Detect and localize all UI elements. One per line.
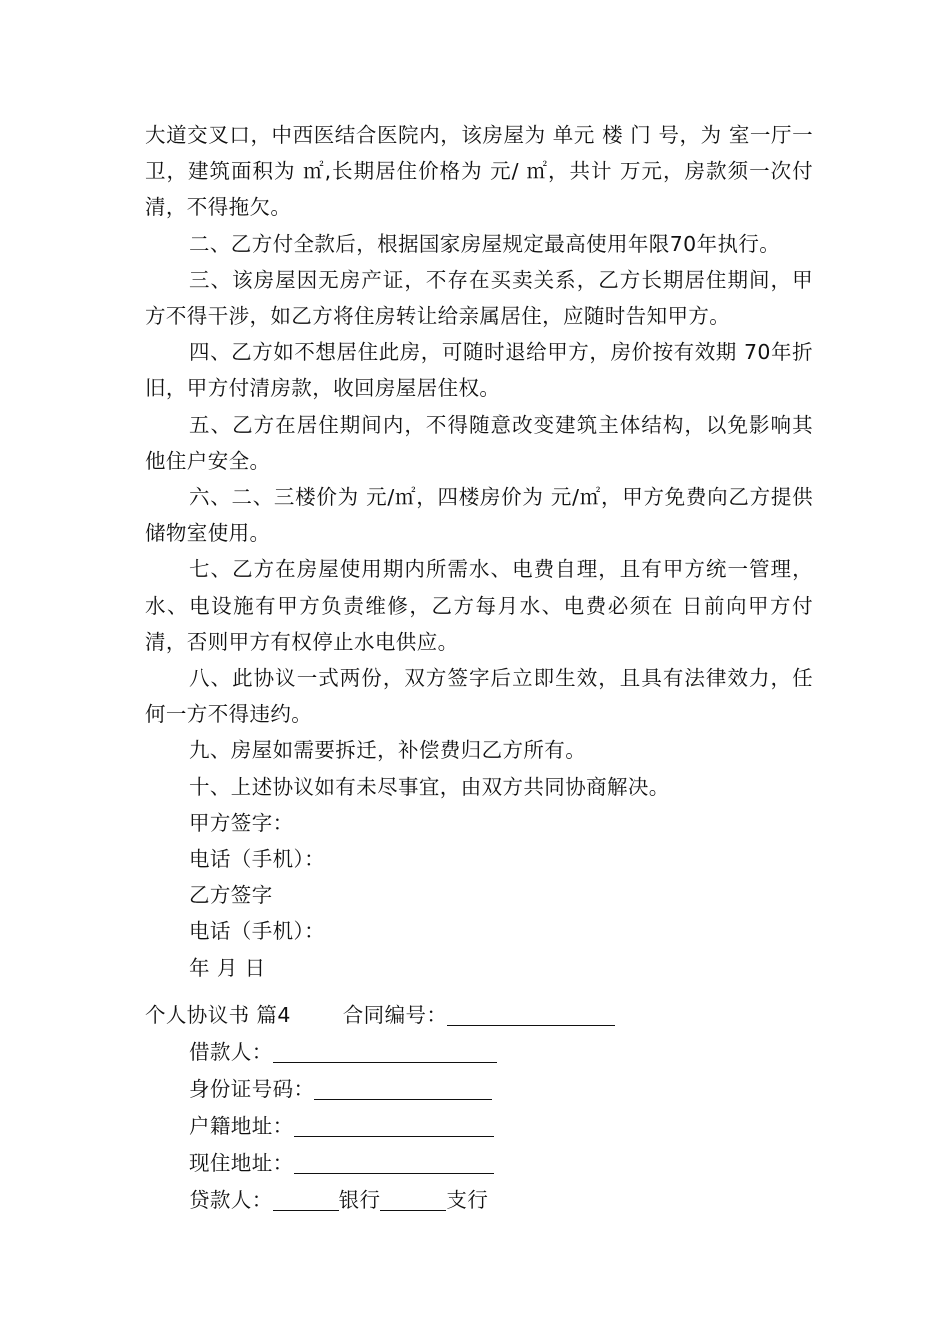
bank-label: 银行: [338, 1188, 381, 1212]
contract-no-blank: [447, 1003, 615, 1026]
lender-label: 贷款人：: [189, 1188, 273, 1212]
branch-label: 支行: [446, 1188, 489, 1212]
party-a-signature: 甲方签字：: [189, 810, 294, 835]
clause-4: 四、乙方如不想居住此房，可随时退给甲方，房价按有效期 70年折旧，甲方付清房款，收回房屋居住权。: [145, 340, 813, 401]
form-heading-line: [145, 997, 813, 1034]
form-heading: 个人协议书 篇4: [145, 1003, 291, 1027]
clause-7: 七、乙方在房屋使用期内所需水、电费自理，且有甲方统一管理，水、电设施有甲方负责维修，乙方每月水、电费必须在 日前向甲方付清，否则甲方有权停止水电供应。: [145, 557, 813, 654]
current-address-label: 现住地址：: [189, 1151, 294, 1175]
id-number-blank: [314, 1077, 492, 1100]
clause-10: 十、上述协议如有未尽事宜，由双方共同协商解决。: [189, 774, 670, 799]
branch-blank: [380, 1188, 446, 1211]
current-address-line: [145, 1145, 813, 1182]
household-address-blank: [294, 1114, 494, 1137]
bank-blank: [273, 1188, 339, 1211]
borrower-line: [145, 1034, 813, 1071]
signature-date: 年 月 日: [189, 955, 266, 980]
agreement-body: [145, 117, 813, 986]
clause-6: 六、二、三楼价为 元/㎡，四楼房价为 元/㎡，甲方免费向乙方提供储物室使用。: [145, 485, 813, 546]
household-address-line: [145, 1108, 813, 1145]
household-address-label: 户籍地址：: [189, 1114, 294, 1138]
clause-continuation: 大道交叉口，中西医结合医院内，该房屋为 单元 楼 门 号，为 室一厅一卫，建筑面积为 ㎡,长期居住价格为 元/ ㎡，共计 万元，房款须一次付清，不得拖欠。: [145, 123, 813, 220]
id-number-label: 身份证号码：: [189, 1077, 315, 1101]
borrower-blank: [273, 1040, 497, 1063]
clause-5: 五、乙方在居住期间内，不得随意改变建筑主体结构，以免影响其他住户安全。: [145, 412, 813, 473]
party-a-phone: 电话（手机）：: [189, 847, 326, 872]
clause-2: 二、乙方付全款后，根据国家房屋规定最高使用年限70年执行。: [189, 231, 781, 256]
clause-9: 九、房屋如需要拆迁，补偿费归乙方所有。: [189, 738, 587, 763]
clause-8: 八、此协议一式两份，双方签字后立即生效，且具有法律效力，任何一方不得违约。: [145, 666, 813, 727]
loan-contract-form: [145, 997, 813, 1219]
party-b-phone: 电话（手机）：: [189, 919, 326, 944]
party-b-signature: 乙方签字: [189, 883, 273, 908]
contract-no-label: 合同编号：: [342, 1003, 448, 1027]
clause-3: 三、该房屋因无房产证，不存在买卖关系，乙方长期居住期间，甲方不得干涉，如乙方将住房转让给亲属居住，应随时告知甲方。: [145, 267, 813, 329]
lender-line: [145, 1182, 813, 1219]
borrower-label: 借款人：: [189, 1040, 273, 1064]
id-number-line: [145, 1071, 813, 1108]
current-address-blank: [294, 1151, 494, 1174]
